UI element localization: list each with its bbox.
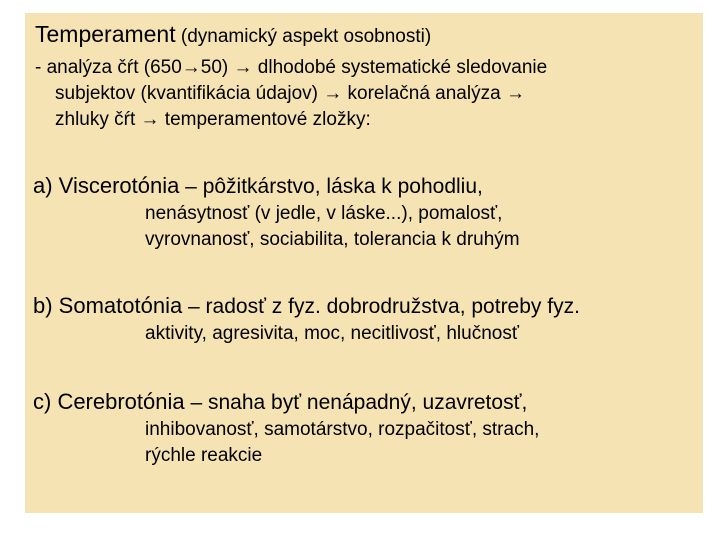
- section-term: a) Viscerotónia: [33, 173, 180, 198]
- section-first-line: [33, 388, 698, 417]
- slide-title: Temperament: [35, 21, 176, 47]
- section-continuation-line: aktivity, agresivita, moc, necitlivosť, hlučnosť: [145, 323, 519, 344]
- section-term: b) Somatotónia: [33, 293, 183, 318]
- section-continuation-line: vyrovnanosť, sociabilita, tolerancia k druhým: [145, 229, 520, 250]
- section-description: – radosť z fyz. dobrodružstva, potreby fyz.: [182, 295, 580, 318]
- section-description: – snaha byť nenápadný, uzavretosť,: [184, 391, 528, 414]
- slide-panel: [25, 13, 703, 513]
- slide-header: [35, 20, 431, 51]
- intro-line: zhluky čŕt → temperamentové zložky:: [55, 109, 371, 130]
- intro-line: - analýza čŕt (650→50) → dlhodobé systematické sledovanie: [35, 57, 548, 78]
- section-viscerotonia: [33, 172, 698, 253]
- section-continuation-line: inhibovanosť, samotárstvo, rozpačitosť, strach,: [145, 419, 540, 440]
- section-continuation-line: nenásytnosť (v jedle, v láske...), pomalosť,: [145, 203, 503, 224]
- section-first-line: [33, 172, 698, 201]
- section-description: – pôžitkárstvo, láska k pohodliu,: [179, 175, 483, 198]
- section-cerebrotonia: [33, 388, 698, 469]
- section-first-line: [33, 292, 698, 321]
- section-somatotonia: [33, 292, 698, 347]
- slide-subtitle: (dynamický aspekt osobnosti): [175, 26, 432, 47]
- intro-line: subjektov (kvantifikácia údajov) → korelačná analýza →: [55, 83, 525, 104]
- section-continuation-line: rýchle reakcie: [145, 445, 263, 466]
- section-term: c) Cerebrotónia: [33, 389, 185, 414]
- intro-paragraph: [35, 55, 695, 133]
